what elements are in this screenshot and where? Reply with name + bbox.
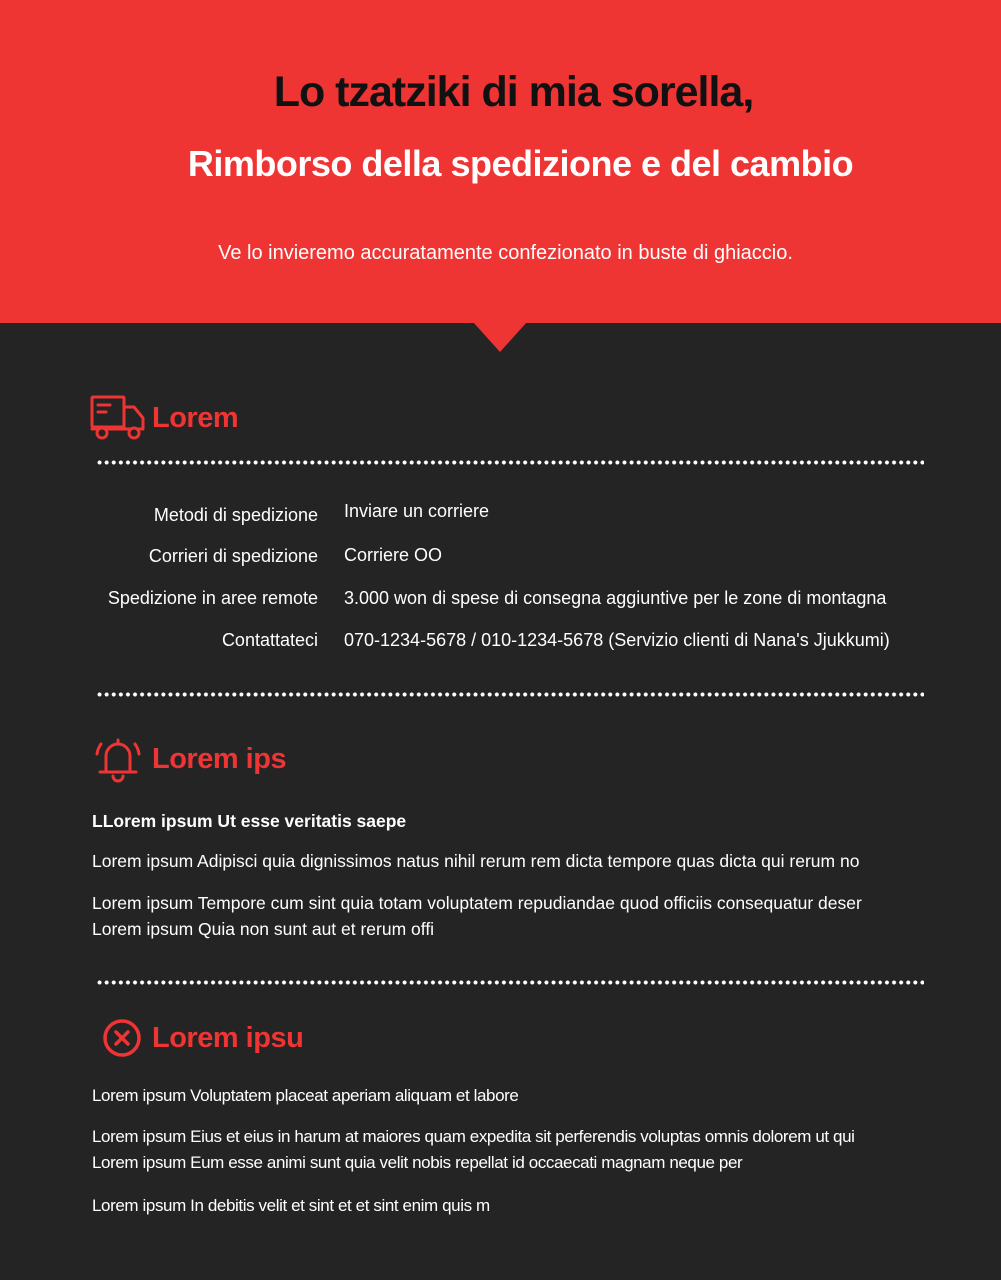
section-heading-exclusions (90, 1013, 303, 1063)
exclusion-paragraph: Lorem ipsum Eius et eius in harum at maiores quam expedita sit perferendis voluptas omnis dolorem ut qui Lorem ipsum Eum esse animi sunt quia velit nobis repellat id occaecati magnam neque per (92, 1127, 855, 1172)
shipping-label: Metodi di spedizione (153, 505, 318, 525)
notice-lead: LLorem ipsum Ut esse veritatis saepe (92, 811, 407, 831)
dotted-divider (96, 980, 924, 985)
exclusion-paragraph: Lorem ipsum Voluptatem placeat aperiam aliquam et labore (92, 1086, 519, 1105)
shipping-label: Corrieri di spedizione (148, 546, 318, 566)
section-heading-shipping (90, 393, 238, 443)
shipping-label: Spedizione in aree remote (107, 588, 318, 608)
alarm-bell-icon (90, 734, 146, 784)
section-heading-label: Lorem ips (152, 742, 287, 775)
shipping-value: 070-1234-5678 / 010-1234-5678 (Servizio clienti di Nana's Jjukkumi) (344, 630, 890, 650)
section-heading-notice (90, 734, 286, 784)
dotted-divider (96, 460, 924, 465)
shipping-value: 3.000 won di spese di consegna aggiuntive per le zone di montagna (344, 588, 887, 608)
section-heading-label: Lorem ipsu (152, 1021, 304, 1054)
header-notch (473, 322, 527, 352)
shipping-value: Corriere OO (344, 545, 443, 565)
dotted-divider (96, 692, 924, 697)
section-heading-label: Lorem (152, 401, 239, 434)
page-title: Lo tzatziki di mia sorella, (273, 68, 754, 116)
shipping-value: Inviare un corriere (344, 501, 490, 521)
notice-paragraph: Lorem ipsum Adipisci quia dignissimos natus nihil rerum rem dicta tempore quas dicta qui rerum no (92, 851, 860, 871)
x-circle-icon (90, 1013, 146, 1063)
delivery-truck-icon (90, 393, 146, 443)
notice-paragraph: Lorem ipsum Tempore cum sint quia totam voluptatem repudiandae quod officiis consequatur deser Lorem ipsum Quia non sunt aut et rerum offi (92, 893, 862, 939)
page-subtitle: Rimborso della spedizione e del cambio (187, 143, 854, 184)
exclusion-paragraph: Lorem ipsum In debitis velit et sint et et sint enim quis m (92, 1196, 490, 1215)
shipping-label: Contattateci (221, 630, 318, 650)
tagline: Ve lo invieremo accuratamente confezionato in buste di ghiaccio. (218, 242, 793, 264)
